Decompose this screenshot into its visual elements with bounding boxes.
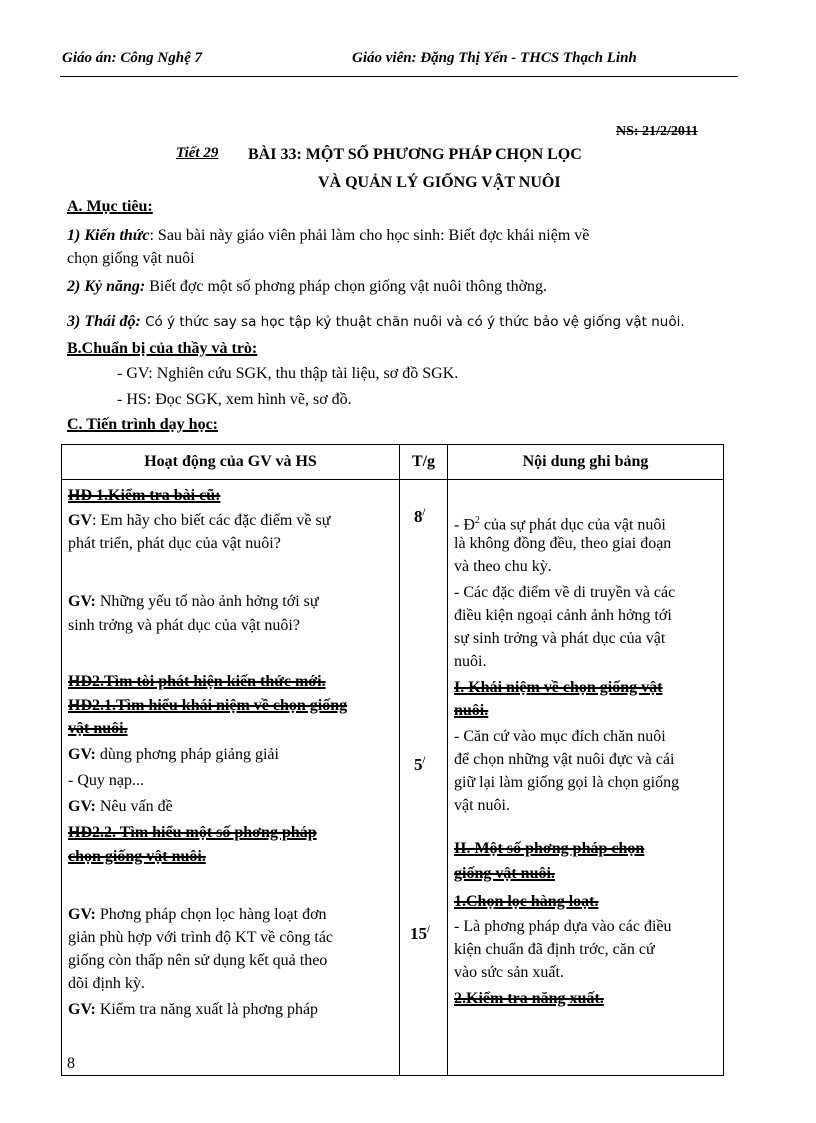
time-1-value: 8 [414,507,423,526]
page-number: 8 [67,1055,75,1072]
section-2-heading-line1: II. Một số phơng pháp chọn [454,840,645,857]
hd22-heading-line2: chọn giống vật nuôi. [68,848,206,865]
lesson-table [61,444,724,1076]
section-c-heading: C. Tiến trình dạy học: [67,416,218,433]
section-b-heading: B.Chuẩn bị của thầy và trò: [67,340,258,357]
attitude-text: Có ý thức say sa học tập kỷ thuật chăn nuôi và có ý thức bảo vệ giống vật nuôi. [140,314,685,330]
time-2-value: 5 [414,755,423,774]
method-line1: - Là phơng pháp dựa vào các điều [454,918,672,935]
concept-line4: vật nuôi. [454,797,510,814]
knowledge-line1 [67,224,589,247]
concept-line2: để chọn những vật nuôi đực và cái [454,751,675,768]
time-1 [414,507,425,527]
section-2-heading-line2: giống vật nuôi. [454,865,555,882]
answer-2-line4: nuôi. [454,653,487,670]
answer-1-line3: và theo chu kỳ. [454,558,552,575]
time-3-mark: / [427,924,430,936]
section-1-heading-line2: nuôi. [454,702,489,719]
lesson-title-line2: VÀ QUẢN LÝ GIỐNG VẬT NUÔI [318,174,561,191]
method-1 [68,743,279,766]
explain-2-line1 [68,998,318,1021]
date-note: NS: 21/2/2011 [616,124,699,139]
question-2-line1 [68,590,319,613]
explain-2-label: GV: [68,1001,96,1018]
subsection-2-1-heading: 1.Chọn lọc hàng loạt. [454,893,599,910]
question-2-text: Những yếu tố nào ảnh hởng tới sự [95,593,319,610]
question-1-line1 [68,509,330,532]
skill-line [67,275,547,298]
answer-1-line2: là không đồng đều, theo giai đoạn [454,535,672,552]
explain-1-line4: dõi định kỳ. [68,975,145,992]
time-1-mark: / [422,507,426,519]
prep-item-hs: - HS: Đọc SGK, xem hình vẽ, sơ đồ. [117,391,352,408]
skill-label: 2) Kỷ năng: [67,278,146,295]
method-3-label: GV: [68,798,96,815]
lesson-number: Tiết 29 [176,145,219,161]
time-cell [400,480,448,1076]
section-a-heading: A. Mục tiêu: [67,198,153,215]
answer-2-line3: sự sinh trởng và phát dục của vật [454,630,666,647]
header-left: Giáo án: Công Nghệ 7 [62,50,203,66]
explain-1-line1 [68,903,327,926]
time-2 [414,755,425,775]
explain-2-text: Kiểm tra năng xuất là phơng pháp [95,1001,319,1018]
question-2-label: GV: [68,593,96,610]
skill-text: Biết đợc một số phơng pháp chọn giống vật nuôi thông thờng. [145,278,548,295]
time-3 [410,924,430,944]
hd21-heading-line2: vật nuôi. [68,720,128,737]
lesson-title-line1: BÀI 33: MỘT SỐ PHƯƠNG PHÁP CHỌN LỌC [248,146,582,163]
col-header-activities: Hoạt động của GV và HS [62,445,400,480]
method-3 [68,795,173,818]
knowledge-text: : Sau bài này giáo viên phải làm cho học sinh: Biết đợc khái niệm về [149,227,590,244]
hd21-heading-line1: HĐ2.1.Tìm hiểu khái niệm về chọn giống [68,697,348,714]
header-right: Giáo viên: Đặng Thị Yến - THCS Thạch Linh [352,50,637,66]
explain-1-line3: giống còn thấp nên sử dụng kết quả theo [68,952,328,969]
time-2-mark: / [422,755,426,767]
hd1-heading: HĐ 1.Kiểm tra bài cũ: [68,487,221,504]
knowledge-line2: chọn giống vật nuôi [67,250,195,267]
activities-cell [62,480,400,1076]
col-header-time: T/g [400,445,448,480]
hd2-heading: HĐ2.Tìm tòi phát hiện kiến thức mới. [68,673,326,690]
explain-1-text: Phơng pháp chọn lọc hàng loạt đơn [95,906,327,923]
section-1-heading-line1: I. Khái niệm về chọn giống vật [454,679,663,696]
answer-2-line1: - Các đặc điểm về di truyền và các [454,584,676,601]
explain-1-label: GV: [68,906,96,923]
table-body-row [62,480,724,1076]
col-header-content: Nội dung ghi bảng [448,445,724,480]
question-1-label: GV [68,512,92,529]
question-1-line2: phát triển, phát dục của vật nuôi? [68,535,281,552]
content-cell [448,480,724,1076]
concept-line3: giữ lại làm giống gọi là chọn giống [454,774,680,791]
answer-1-sup: 2 [474,515,480,526]
method-1-text: dùng phơng pháp giảng giải [95,746,279,763]
answer-1-text: của sự phát dục của vật nuôi [479,516,666,534]
attitude-line [67,310,685,334]
prep-item-gv: - GV: Nghiên cứu SGK, thu thập tài liệu, sơ đồ SGK. [117,365,459,382]
method-3-text: Nêu vấn đề [95,798,173,815]
method-line2: kiện chuẩn đã định trớc, căn cứ [454,941,655,958]
answer-2-line2: điều kiện ngoại cảnh ảnh hởng tới [454,607,672,624]
method-line3: vào sức sản xuất. [454,964,564,981]
question-1-text: : Em hãy cho biết các đặc điểm về sự [92,512,331,529]
concept-line1: - Căn cứ vào mục đích chăn nuôi [454,728,666,745]
answer-1-prefix: - Đ [454,516,475,534]
subsection-2-2-heading: 2.Kiểm tra năng xuất. [454,990,604,1007]
header-divider [60,76,738,77]
method-2: - Quy nạp... [68,772,144,789]
table-header-row [62,445,724,480]
question-2-line2: sinh trởng và phát dục của vật nuôi? [68,617,300,634]
knowledge-label: 1) Kiến thức [67,227,150,244]
hd22-heading-line1: HĐ2.2. Tìm hiểu một số phơng pháp [68,824,317,841]
time-3-value: 15 [410,924,427,943]
explain-1-line2: giản phù hợp với trình độ KT về công tác [68,929,334,946]
method-1-label: GV: [68,746,96,763]
attitude-label: 3) Thái độ: [67,313,141,330]
